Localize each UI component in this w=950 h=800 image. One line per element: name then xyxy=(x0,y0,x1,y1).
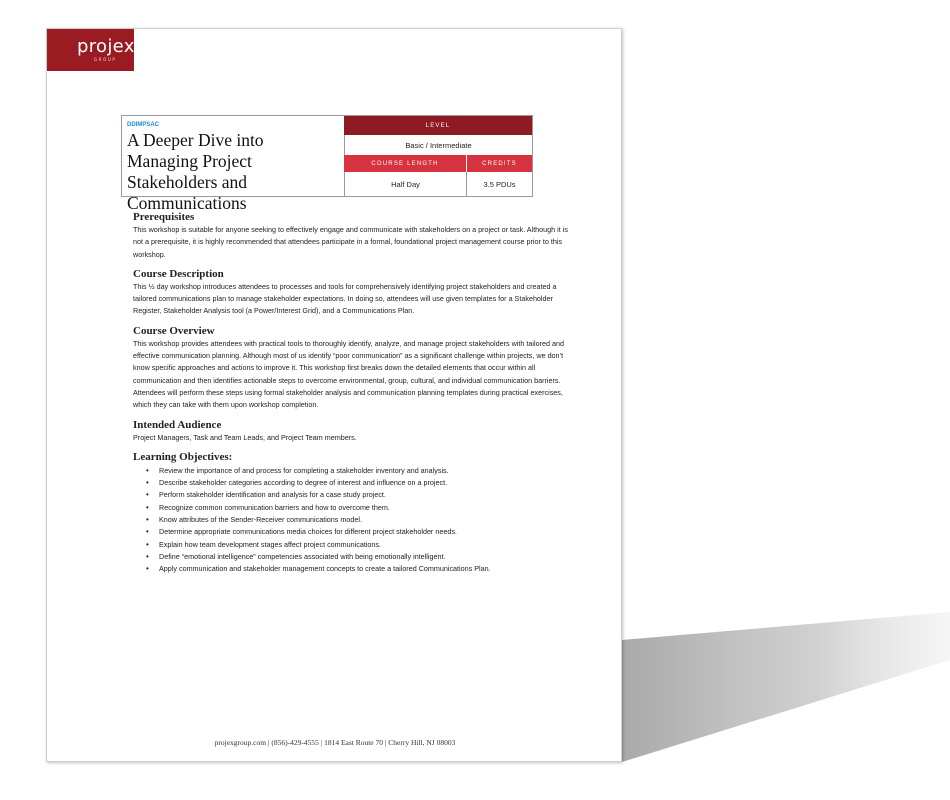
document-page xyxy=(46,28,622,762)
prerequisites-text: This workshop is suitable for anyone seeking to effectively engage and communicate with stakeholders on a project or task. Although it is not a prerequisite, it is highly recommended that attendees participate in a formal, foundational project management course prior to this workshop. xyxy=(133,225,568,259)
description-heading: Course Description xyxy=(133,267,224,280)
length-value: Half Day xyxy=(344,172,466,196)
overview-text: This workshop provides attendees with practical tools to thoroughly identify, analyze, and manage project stakeholders with tailored and effective communication planning. Although most of us identify “poor communication” as a significant challenge within projects, we don’t know specific approaches and actions to improve it. This workshop first breaks down the detailed elements that occur within all communication and then identifies actionable steps to overcome environmental, group, cultural, and individual communication barriers. Attendees will perform these steps using formal stakeholder analysis and communication planning templates during practical exercises, which they can take with them upon workshop completion. xyxy=(133,338,564,410)
footer-contact: projexgroup.com | (856)-429-4555 | 1814 East Route 70 | Cherry Hill, NJ 08003 xyxy=(214,738,456,747)
level-value: Basic / Intermediate xyxy=(344,135,532,155)
audience-heading: Intended Audience xyxy=(133,418,222,431)
logo-subtext: GROUP xyxy=(94,57,117,62)
course-header xyxy=(121,115,533,213)
document-body xyxy=(133,211,573,576)
list-item: • Perform stakeholder identification and analysis for a case study project. xyxy=(133,489,573,501)
course-details-table xyxy=(344,116,532,196)
list-item: • Know attributes of the Sender-Receiver communications model. xyxy=(133,514,573,526)
course-title: A Deeper Dive into Managing Project Stakeholders and Communications xyxy=(127,130,264,213)
list-item: • Describe stakeholder categories according to degree of interest and influence on a project. xyxy=(133,477,573,489)
length-label: COURSE LENGTH xyxy=(344,155,466,172)
description-text: This ½ day workshop introduces attendees to processes and tools for comprehensively identifying project stakeholders and created a tailored communications plan to manage stakeholder expectations. In doing so, attendees will use given templates for a Stakeholder Register, Stakeholder Analysis tool (a Power/Interest Grid), and a Communications Plan. xyxy=(133,281,557,316)
course-code: DDIMPSAC xyxy=(127,122,160,128)
list-item: • Recognize common communication barriers and how to overcome them. xyxy=(133,502,573,514)
list-item: • Apply communication and stakeholder management concepts to create a tailored Communications Plan. xyxy=(133,563,573,575)
objectives-heading: Learning Objectives: xyxy=(133,450,233,463)
list-item: • Explain how team development stages affect project communications. xyxy=(133,539,573,551)
level-label: LEVEL xyxy=(344,116,532,135)
overview-heading: Course Overview xyxy=(133,324,215,337)
prerequisites-heading: Prerequisites xyxy=(133,211,195,223)
list-item: • Review the importance of and process for completing a stakeholder inventory and analysis. xyxy=(133,465,573,477)
logo xyxy=(47,29,134,71)
credits-value: 3.5 PDUs xyxy=(466,172,532,196)
list-item: • Define “emotional intelligence” competencies associated with being emotionally intelligent. xyxy=(133,551,573,563)
logo-text: projex xyxy=(77,36,135,57)
objectives-list xyxy=(133,465,573,576)
credits-label: CREDITS xyxy=(466,155,532,172)
list-item: • Determine appropriate communications media choices for different project stakeholder needs. xyxy=(133,526,573,538)
audience-text: Project Managers, Task and Team Leads, and Project Team members. xyxy=(133,432,357,442)
